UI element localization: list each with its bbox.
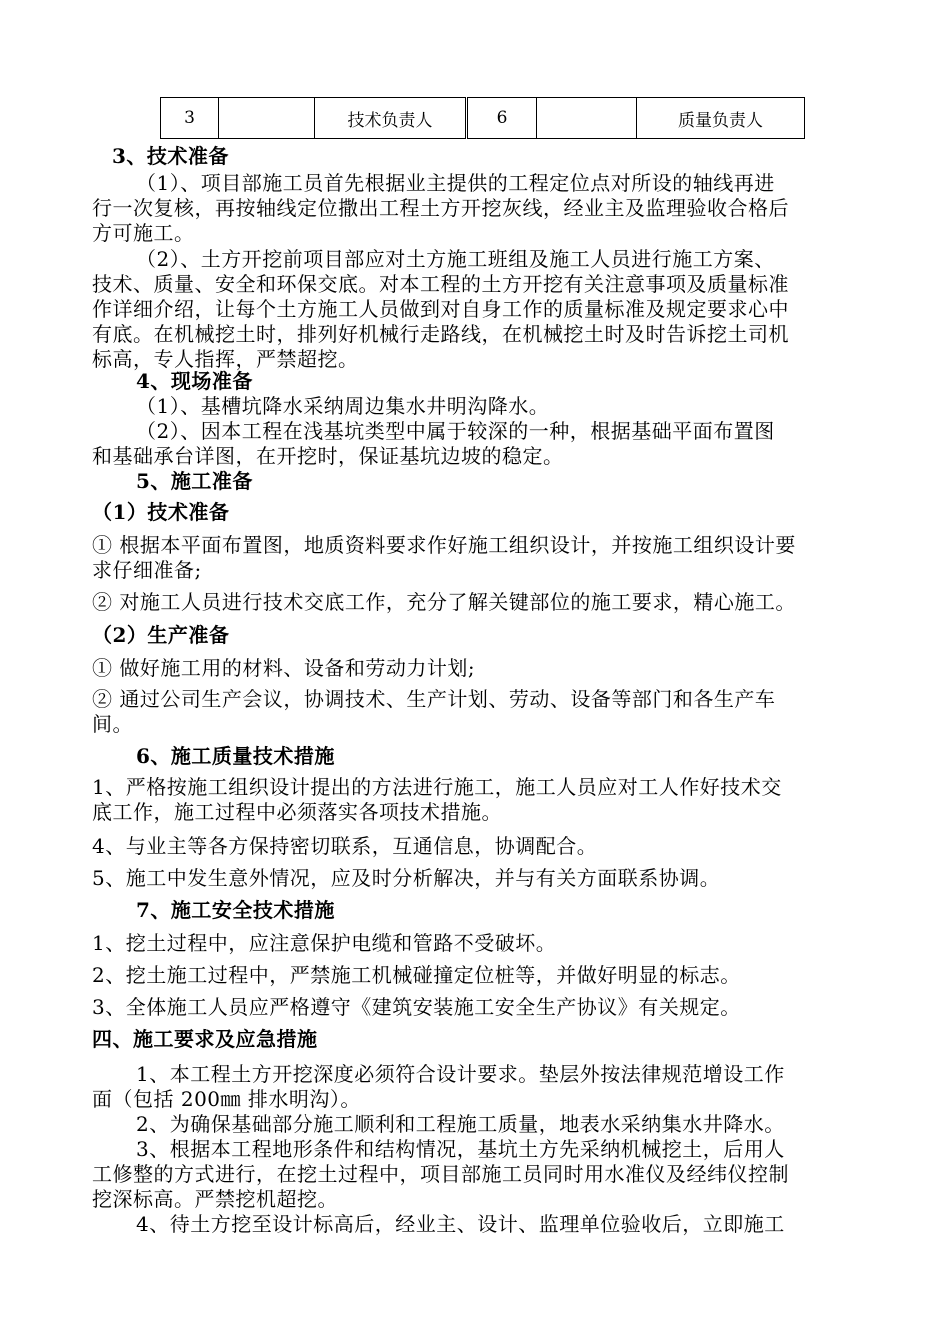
section-heading: 7、施工安全技术措施 [136, 898, 335, 922]
table-cell [537, 98, 637, 139]
subsection-heading: （2）生产准备 [92, 623, 230, 647]
paragraph-line: 2、挖土施工过程中，严禁施工机械碰撞定位桩等，并做好明显的标志。 [92, 963, 741, 987]
paragraph-line: ② 通过公司生产会议，协调技术、生产计划、劳动、设备等部门和各生产车 [92, 687, 776, 711]
paragraph-line: ① 做好施工用的材料、设备和劳动力计划; [92, 656, 476, 680]
paragraph-line: 方可施工。 [92, 221, 195, 245]
paragraph-line: 面（包括 200㎜ 排水明沟）。 [92, 1087, 361, 1111]
paragraph-line: 工修整的方式进行，在挖土过程中，项目部施工员同时用水准仪及经纬仪控制 [92, 1162, 789, 1186]
paragraph-line: 3、全体施工人员应严格遵守《建筑安装施工安全生产协议》有关规定。 [92, 995, 741, 1019]
section-heading: 6、施工质量技术措施 [136, 744, 335, 768]
paragraph-line: 1、本工程土方开挖深度必须符合设计要求。垫层外按法律规范增设工作 [136, 1062, 785, 1086]
paragraph-line: 标高，专人指挥，严禁超挖。 [92, 347, 359, 371]
section-heading: 4、现场准备 [136, 369, 253, 393]
paragraph-line: 挖深标高。严禁挖机超挖。 [92, 1187, 338, 1211]
table-cell [219, 98, 315, 139]
paragraph-line: 和基础承台详图，在开挖时，保证基坑边坡的稳定。 [92, 444, 564, 468]
paragraph-line: （2）、土方开挖前项目部应对土方施工班组及施工人员进行施工方案、 [136, 247, 775, 271]
paragraph-line: 1、严格按施工组织设计提出的方法进行施工，施工人员应对工人作好技术交 [92, 775, 782, 799]
table-cell: 质量负责人 [637, 98, 805, 139]
paragraph-line: 有底。在机械挖土时，排列好机械行走路线，在机械挖土时及时告诉挖土司机 [92, 322, 789, 346]
paragraph-line: ① 根据本平面布置图，地质资料要求作好施工组织设计，并按施工组织设计要 [92, 533, 796, 557]
paragraph-line: 1、挖土过程中，应注意保护电缆和管路不受破坏。 [92, 931, 557, 955]
paragraph-line: 4、与业主等各方保持密切联系，互通信息，协调配合。 [92, 834, 598, 858]
section-heading: 3、技术准备 [112, 144, 229, 168]
paragraph-line: 3、根据本工程地形条件和结构情况，基坑土方先采纳机械挖土，后用人 [136, 1137, 785, 1161]
table-cell: 3 [161, 98, 219, 139]
section-heading: 5、施工准备 [136, 469, 253, 493]
paragraph-line: 作详细介绍，让每个土方施工人员做到对自身工作的质量标准及规定要求心中 [92, 297, 789, 321]
table-row [161, 98, 805, 139]
paragraph-line: 4、待土方挖至设计标高后，经业主、设计、监理单位验收后，立即施工 [136, 1212, 785, 1236]
responsibility-table [160, 97, 805, 139]
paragraph-line: 5、施工中发生意外情况，应及时分析解决，并与有关方面联系协调。 [92, 866, 721, 890]
subsection-heading: （1）技术准备 [92, 500, 230, 524]
paragraph-line: 2、为确保基础部分施工顺利和工程施工质量，地表水采纳集水井降水。 [136, 1112, 785, 1136]
chapter-heading: 四、施工要求及应急措施 [92, 1027, 318, 1051]
paragraph-line: 技术、质量、安全和环保交底。对本工程的土方开挖有关注意事项及质量标准 [92, 272, 789, 296]
paragraph-line: 间。 [92, 712, 133, 736]
paragraph-line: （2）、因本工程在浅基坑类型中属于较深的一种，根据基础平面布置图 [136, 419, 775, 443]
paragraph-line: 底工作，施工过程中必须落实各项技术措施。 [92, 800, 502, 824]
paragraph-line: （1）、基槽坑降水采纳周边集水井明沟降水。 [136, 394, 550, 418]
paragraph-line: ② 对施工人员进行技术交底工作，充分了解关键部位的施工要求，精心施工。 [92, 590, 796, 614]
table-cell: 技术负责人 [315, 98, 467, 139]
table-cell: 6 [467, 98, 537, 139]
paragraph-line: 行一次复核，再按轴线定位撒出工程土方开挖灰线，经业主及监理验收合格后 [92, 196, 789, 220]
paragraph-line: （1）、项目部施工员首先根据业主提供的工程定位点对所设的轴线再进 [136, 171, 775, 195]
paragraph-line: 求仔细准备; [92, 558, 202, 582]
